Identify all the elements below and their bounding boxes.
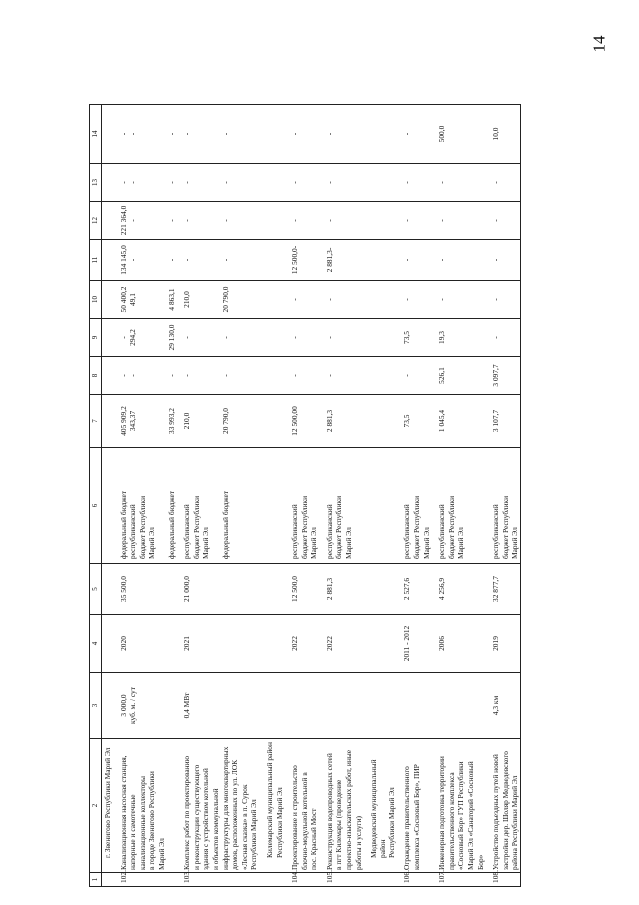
cell-col7: 73,5	[402, 395, 412, 448]
object-name: пос. Красный Мост	[309, 739, 319, 873]
table-row	[412, 105, 422, 887]
header-col-3: 3	[90, 673, 102, 739]
region-row-zvenigovo	[102, 105, 113, 887]
region-row-kilemary	[265, 105, 275, 887]
object-name: Бор»	[476, 739, 486, 873]
header-col-12: 12	[90, 202, 102, 240]
table-row	[510, 105, 520, 887]
header-col-6: 6	[90, 448, 102, 564]
cell-col13: -	[182, 164, 192, 202]
object-name: Канализационная насосная станция,	[119, 739, 129, 873]
region-row-kilemary	[275, 105, 285, 887]
financing-source: республиканский	[325, 448, 335, 564]
cell-col8: -	[325, 357, 335, 395]
financing-source: Марий Эл	[147, 448, 157, 564]
header-col-13: 13	[90, 164, 102, 202]
cell-col9: 294,2	[128, 319, 138, 357]
financing-source: Марий Эл	[422, 448, 432, 564]
object-name: Ограждение правительственного	[402, 739, 412, 873]
object-name: Комплекс работ по проектированию	[182, 739, 192, 873]
cell-col7: 3 107,7	[491, 395, 501, 448]
cell-col13: -	[437, 164, 447, 202]
cost: 4 256,9	[437, 564, 447, 615]
object-name: Проектирование и строительство	[290, 739, 300, 873]
object-name: и объектов коммунальной	[211, 739, 221, 873]
cell-col8: -	[290, 357, 300, 395]
table-row	[491, 105, 501, 887]
object-name: Инженерная подготовка территории	[437, 739, 447, 873]
table-row	[147, 105, 157, 887]
cell-col9: 19,3	[437, 319, 447, 357]
year: 2011 - 2012	[402, 615, 412, 673]
year: 2006	[437, 615, 447, 673]
region-title: Медведевский муниципальный район	[369, 739, 387, 873]
cell-col11: -	[128, 240, 138, 281]
cell-col12: -	[325, 202, 335, 240]
column-number-header	[90, 105, 102, 887]
table-row	[300, 105, 310, 887]
cell-col7: 1 045,4	[437, 395, 447, 448]
region-title: Килемарский муниципальный район	[265, 739, 275, 873]
financing-source: Марий Эл	[456, 448, 466, 564]
cell-col8: 3 097,7	[491, 357, 501, 395]
table-row	[221, 105, 231, 887]
cell-col13: -	[325, 164, 335, 202]
cell-col9: -	[119, 319, 129, 357]
cell-col8: 526,1	[437, 357, 447, 395]
cell-col14: -	[128, 105, 138, 164]
cell-col7: 210,0	[182, 395, 192, 448]
year: 2021	[182, 615, 192, 673]
financing-source: Марий Эл	[309, 448, 319, 564]
cell-col10: -	[491, 281, 501, 319]
cost: 32 877,7	[491, 564, 501, 615]
object-name: здания с устройством котельной	[201, 739, 211, 873]
header-col-10: 10	[90, 281, 102, 319]
table-row	[334, 105, 344, 887]
cost: 21 000,0	[182, 564, 192, 615]
financing-source: федеральный бюджет	[167, 448, 177, 564]
capacity: куб. м. / сут	[128, 673, 138, 739]
object-name: в пгт Килемары (проведение	[334, 739, 344, 873]
row-number: 106.	[402, 873, 412, 887]
cell-col14: -	[167, 105, 177, 164]
financing-source: бюджет Республики	[138, 448, 148, 564]
financing-source: бюджет Республики	[192, 448, 202, 564]
object-name: напорные и самотечные	[128, 739, 138, 873]
financing-source: Марий Эл	[344, 448, 354, 564]
cell-col7: 343,37	[128, 395, 138, 448]
cell-col13: -	[119, 164, 129, 202]
financing-source: республиканский	[290, 448, 300, 564]
financing-source: Марий Эл	[510, 448, 520, 564]
cell-col14: -	[325, 105, 335, 164]
budget-table	[89, 104, 521, 887]
row-number: 104.	[290, 873, 300, 887]
capacity: 3 000,0	[119, 673, 129, 739]
cost: 2 881,3	[325, 564, 335, 615]
cell-col7: 405 909,2	[119, 395, 129, 448]
table-row	[437, 105, 447, 887]
region-title: Республики Марий Эл	[275, 739, 285, 873]
cell-col8: -	[182, 357, 192, 395]
cell-col13: -	[402, 164, 412, 202]
capacity: 4,3 км	[491, 673, 501, 739]
table-row	[447, 105, 457, 887]
row-number: 107.	[437, 873, 447, 887]
cell-col8: -	[167, 357, 177, 395]
cell-col12: -	[491, 202, 501, 240]
cell-col12: -	[290, 202, 300, 240]
financing-source: республиканский	[491, 448, 501, 564]
cell-col14: 500,0	[437, 105, 447, 164]
table-row	[456, 105, 466, 887]
cell-col10: -	[290, 281, 300, 319]
object-name: правительственного комплекса	[447, 739, 457, 873]
table-row	[344, 105, 354, 887]
cell-col8: -	[119, 357, 129, 395]
cell-col12: -	[402, 202, 412, 240]
rotated-table-container	[89, 105, 635, 887]
cell-col10: 20 790,0	[221, 281, 231, 319]
cell-col14: -	[119, 105, 129, 164]
cell-col11: 2 881,3-	[325, 240, 335, 281]
row-number: 108.	[491, 873, 501, 887]
financing-source: бюджет Республики	[300, 448, 310, 564]
cell-col10: 4 863,1	[167, 281, 177, 319]
year: 2019	[491, 615, 501, 673]
cell-col9: -	[221, 319, 231, 357]
cell-col9: -	[325, 319, 335, 357]
table-row	[138, 105, 148, 887]
cell-col11: -	[402, 240, 412, 281]
object-name: работы и услуги)	[354, 739, 364, 873]
region-row-medvedevo	[369, 105, 387, 887]
cell-col13: -	[221, 164, 231, 202]
header-col-5: 5	[90, 564, 102, 615]
cell-col11: -	[437, 240, 447, 281]
table-row	[290, 105, 300, 887]
financing-source: федеральный бюджет	[221, 448, 231, 564]
cell-col14: 10,0	[491, 105, 501, 164]
object-name: инфраструктуры для многоквартирных	[221, 739, 231, 873]
table-row	[240, 105, 250, 887]
cell-col11: -	[221, 240, 231, 281]
header-col-1: 1	[90, 873, 102, 887]
cell-col13: -	[167, 164, 177, 202]
cell-col10: 210,0	[182, 281, 192, 319]
cell-col10: 50 400,2	[119, 281, 129, 319]
object-name: блочно-модульной котельной в	[300, 739, 310, 873]
cell-col8: -	[221, 357, 231, 395]
region-title: Республики Марий Эл	[387, 739, 397, 873]
cell-col7: 20 790,0	[221, 395, 231, 448]
header-col-11: 11	[90, 240, 102, 281]
cell-col8: -	[128, 357, 138, 395]
region-title: г. Звенигово Республики Марий Эл	[102, 739, 113, 873]
cell-col11: 12 500,0-	[290, 240, 300, 281]
financing-source: республиканский	[437, 448, 447, 564]
row-number: 105.	[325, 873, 335, 887]
financing-source: бюджет Республики	[501, 448, 511, 564]
header-col-8: 8	[90, 357, 102, 395]
object-name: комплекса «Сосновый Бор», ПИР	[412, 739, 422, 873]
table-row	[249, 105, 259, 887]
table-row	[309, 105, 319, 887]
financing-source: республиканский	[402, 448, 412, 564]
cell-col12: -	[221, 202, 231, 240]
cell-col13: -	[128, 164, 138, 202]
table-row	[354, 105, 364, 887]
page-number: 14	[589, 35, 609, 53]
object-name: Республики Марий Эл	[249, 739, 259, 873]
object-name: «Лесная сказка» в п. Сурок	[240, 739, 250, 873]
row-number: 103.	[182, 873, 192, 887]
financing-source: республиканский	[128, 448, 138, 564]
cell-col14: -	[221, 105, 231, 164]
object-name: домов, расположенных по ул. ЛОК	[230, 739, 240, 873]
cell-col7: 33 993,2	[167, 395, 177, 448]
cost: 35 500,0	[119, 564, 129, 615]
cell-col11: -	[167, 240, 177, 281]
cost: 2 527,6	[402, 564, 412, 615]
table-row	[119, 105, 129, 887]
cell-col9: 29 130,0	[167, 319, 177, 357]
financing-source: бюджет Республики	[412, 448, 422, 564]
financing-source: бюджет Республики	[447, 448, 457, 564]
object-name: района Республики Марий Эл	[510, 739, 520, 873]
cell-col12: -	[437, 202, 447, 240]
table-row	[501, 105, 511, 887]
table-row	[182, 105, 192, 887]
header-col-7: 7	[90, 395, 102, 448]
object-name: Устройство подъездных путей новой	[491, 739, 501, 873]
object-name: застройки дер. Шоляр Медведевского	[501, 739, 511, 873]
header-col-14: 14	[90, 105, 102, 164]
cell-col10: 49,1	[128, 281, 138, 319]
object-name: Марий Эл	[157, 739, 167, 873]
cell-col10: -	[437, 281, 447, 319]
cell-col7: 2 881,3	[325, 395, 335, 448]
object-name: канализационные коллекторы	[138, 739, 148, 873]
table-row	[201, 105, 211, 887]
table-row	[157, 105, 167, 887]
cell-col11: 134 145,0	[119, 240, 129, 281]
financing-source: федеральный бюджет	[119, 448, 129, 564]
cell-col9: -	[491, 319, 501, 357]
cell-col9: -	[182, 319, 192, 357]
table-row	[476, 105, 486, 887]
cost: 12 500,0	[290, 564, 300, 615]
row-number: 102.	[119, 873, 129, 887]
table-row	[167, 105, 177, 887]
cell-col12: -	[167, 202, 177, 240]
header-col-9: 9	[90, 319, 102, 357]
financing-source: Марий Эл	[201, 448, 211, 564]
table-row	[422, 105, 432, 887]
table-row	[192, 105, 202, 887]
year: 2020	[119, 615, 129, 673]
financing-source: республиканский	[182, 448, 192, 564]
table-row	[230, 105, 240, 887]
cell-col12: 221 364,0	[119, 202, 129, 240]
object-name: «Сосновый Бор» ГУП Республики	[456, 739, 466, 873]
year: 2022	[290, 615, 300, 673]
table-row	[128, 105, 138, 887]
object-name: в городе Звенигово Республики	[147, 739, 157, 873]
table-row	[211, 105, 221, 887]
object-name: Марий Эл «Санаторий «Сосновый	[466, 739, 476, 873]
cell-col11: -	[491, 240, 501, 281]
cell-col10: -	[402, 281, 412, 319]
capacity: 0,4 МВт	[182, 673, 192, 739]
cell-col14: -	[290, 105, 300, 164]
table-row	[402, 105, 412, 887]
object-name: проектно-изыскательских работ, иные	[344, 739, 354, 873]
cell-col10: -	[325, 281, 335, 319]
financing-source: бюджет Республики	[334, 448, 344, 564]
header-col-4: 4	[90, 615, 102, 673]
object-name: Реконструкция водопроводных сетей	[325, 739, 335, 873]
cell-col13: -	[290, 164, 300, 202]
cell-col14: -	[402, 105, 412, 164]
cell-col11: -	[182, 240, 192, 281]
cell-col14: -	[182, 105, 192, 164]
cell-col12: -	[182, 202, 192, 240]
object-name: и реконструкции существующего	[192, 739, 202, 873]
cell-col13: -	[491, 164, 501, 202]
cell-col7: 12 500,00	[290, 395, 300, 448]
cell-col8: -	[402, 357, 412, 395]
cell-col9: 73,5	[402, 319, 412, 357]
region-row-medvedevo	[387, 105, 397, 887]
table-row	[466, 105, 476, 887]
table-row	[325, 105, 335, 887]
year: 2022	[325, 615, 335, 673]
header-col-2: 2	[90, 739, 102, 873]
cell-col9: -	[290, 319, 300, 357]
cell-col12: -	[128, 202, 138, 240]
